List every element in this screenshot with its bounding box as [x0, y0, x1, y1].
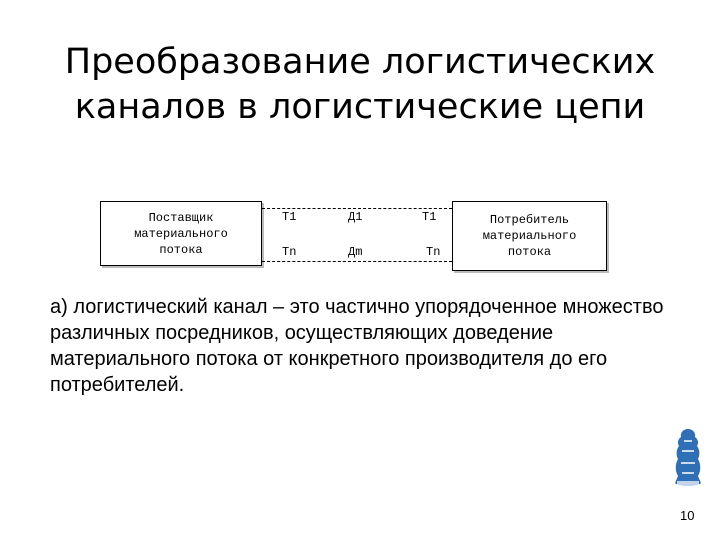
title-line-1: Преобразование логистических — [64, 42, 656, 82]
supplier-label-line: потока — [159, 242, 203, 257]
node-distributor-m: Дm — [348, 245, 363, 259]
supplier-label-line: материального — [134, 226, 228, 241]
node-transport-1b: Т1 — [422, 210, 437, 224]
title-line-2: каналов в логистические цепи — [74, 87, 646, 127]
node-transport-nb: Тn — [426, 245, 441, 259]
node-transport-1: Т1 — [282, 210, 297, 224]
supplier-box — [100, 201, 262, 266]
university-logo-icon — [669, 427, 707, 491]
supplier-label-line: Поставщик — [148, 210, 214, 225]
consumer-label-line: материального — [482, 229, 577, 243]
consumer-label-line: Потребитель — [489, 213, 570, 227]
page-number: 10 — [680, 508, 695, 523]
consumer-box — [452, 201, 607, 271]
slide-title — [0, 40, 720, 130]
consumer-label-line: потока — [507, 245, 552, 259]
node-distributor-1: Д1 — [348, 210, 363, 224]
definition-text: а) логистический канал – это частично упорядоченное множество различных посредников, осуществляющих доведение материального потока от конкретного производителя до его потребителей. — [50, 296, 664, 396]
node-transport-n: Тn — [282, 245, 297, 259]
